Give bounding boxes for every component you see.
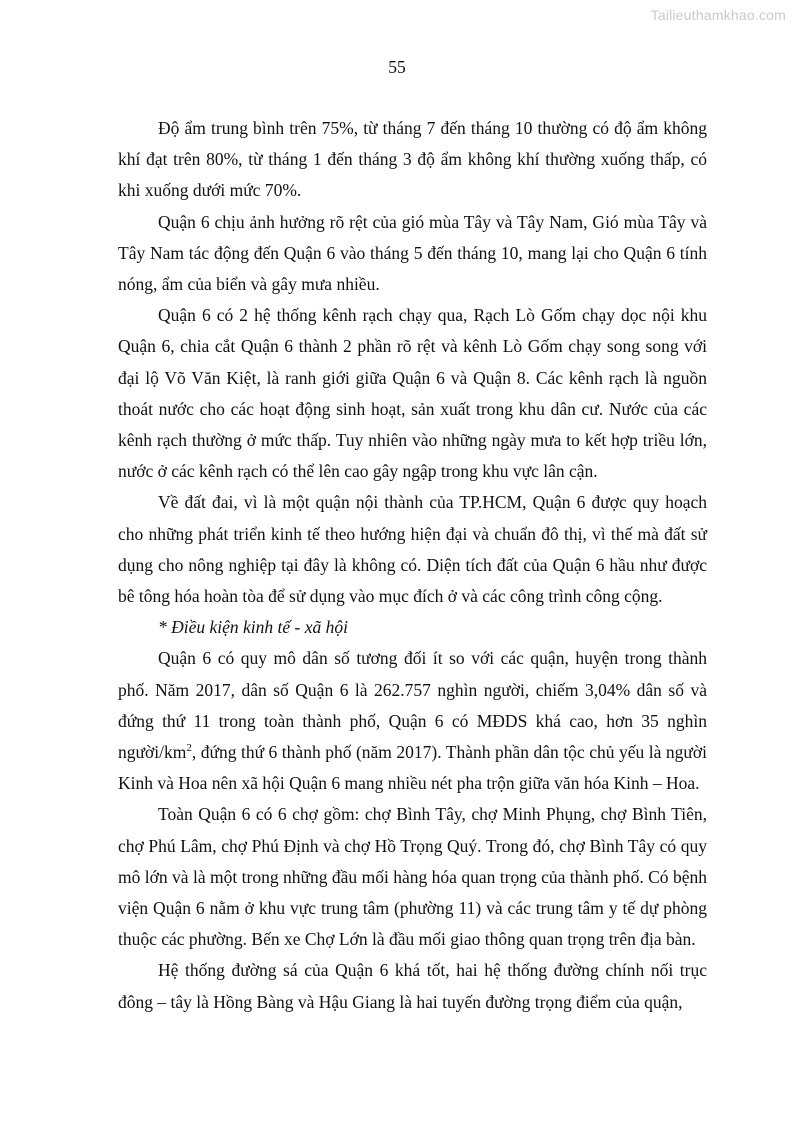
document-body [118, 113, 707, 1018]
paragraph-monsoon: Quận 6 chịu ảnh hưởng rõ rệt của gió mùa Tây và Tây Nam, Gió mùa Tây và Tây Nam tác động đến Quận 6 vào tháng 5 đến tháng 10, mang lại cho Quận 6 tính nóng, ẩm của biển và gây mưa nhiều. [118, 211, 707, 295]
population-text-continued: , đứng thứ 6 thành phố (năm 2017). Thành phần dân tộc chủ yếu là người Kinh và Hoa nên xã hội Quận 6 mang nhiều nét pha trộn giữa văn hóa Kinh – Hoa. [118, 742, 707, 794]
paragraph-humidity: Độ ẩm trung bình trên 75%, từ tháng 7 đến tháng 10 thường có độ ẩm không khí đạt trên 80%, từ tháng 1 đến tháng 3 độ ẩm không khí thường xuống thấp, có khi xuống dưới mức 70%. [118, 118, 707, 201]
page-number: 55 [388, 57, 406, 77]
superscript-2: 2 [186, 742, 192, 755]
watermark: Tailieuthamkhao.com [650, 7, 786, 23]
paragraph-markets: Toàn Quận 6 có 6 chợ gồm: chợ Bình Tây, chợ Minh Phụng, chợ Bình Tiên, chợ Phú Lâm, chợ Phú Định và chợ Hồ Trọng Quý. Trong đó, chợ Bình Tây có quy mô lớn và là một trong những đầu mối hàng hóa quan trọng của thành phố. Có bệnh viện Quận 6 nằm ở khu vực trung tâm (phường 11) và các trung tâm y tế dự phòng thuộc các phường. Bến xe Chợ Lớn là đầu mối giao thông quan trọng trên địa bàn. [118, 804, 707, 950]
population-text: Quận 6 có quy mô dân số tương đối ít so với các quận, huyện trong thành phố. Năm 2017, dân số Quận 6 là 262.757 nghìn người, chiếm 3,04% dân số và đứng thứ 11 trong toàn thành phố, Quận 6 có MĐDS khá cao, hơn 35 nghìn người/km [118, 648, 707, 763]
section-heading: * Điều kiện kinh tế - xã hội [158, 617, 349, 638]
paragraph-canals: Quận 6 có 2 hệ thống kênh rạch chạy qua, Rạch Lò Gốm chạy dọc nội khu Quận 6, chia cắt Quận 6 thành 2 phần rõ rệt và kênh Lò Gốm chạy song song với đại lộ Võ Văn Kiệt, là ranh giới giữa Quận 6 và Quận 8. Các kênh rạch là nguồn thoát nước cho các hoạt động sinh hoạt, sản xuất trong khu dân cư. Nước của các kênh rạch thường ở mức thấp. Tuy nhiên vào những ngày mưa to kết hợp triều lớn, nước ở các kênh rạch có thể lên cao gây ngập trong khu vực lân cận. [118, 305, 707, 482]
paragraph-land: Về đất đai, vì là một quận nội thành của TP.HCM, Quận 6 được quy hoạch cho những phát triển kinh tế theo hướng hiện đại và chuẩn đô thị, vì thế mà đất sử dụng cho nông nghiệp tại đây là không có. Diện tích đất của Quận 6 hầu như được bê tông hóa hoàn tòa để sử dụng vào mục đích ở và các công trình công cộng. [118, 492, 707, 607]
paragraph-population [118, 643, 707, 799]
paragraph-roads: Hệ thống đường sá của Quận 6 khá tốt, hai hệ thống đường chính nối trục đông – tây là Hồng Bàng và Hậu Giang là hai tuyến đường trọng điểm của quận, [118, 960, 707, 1012]
